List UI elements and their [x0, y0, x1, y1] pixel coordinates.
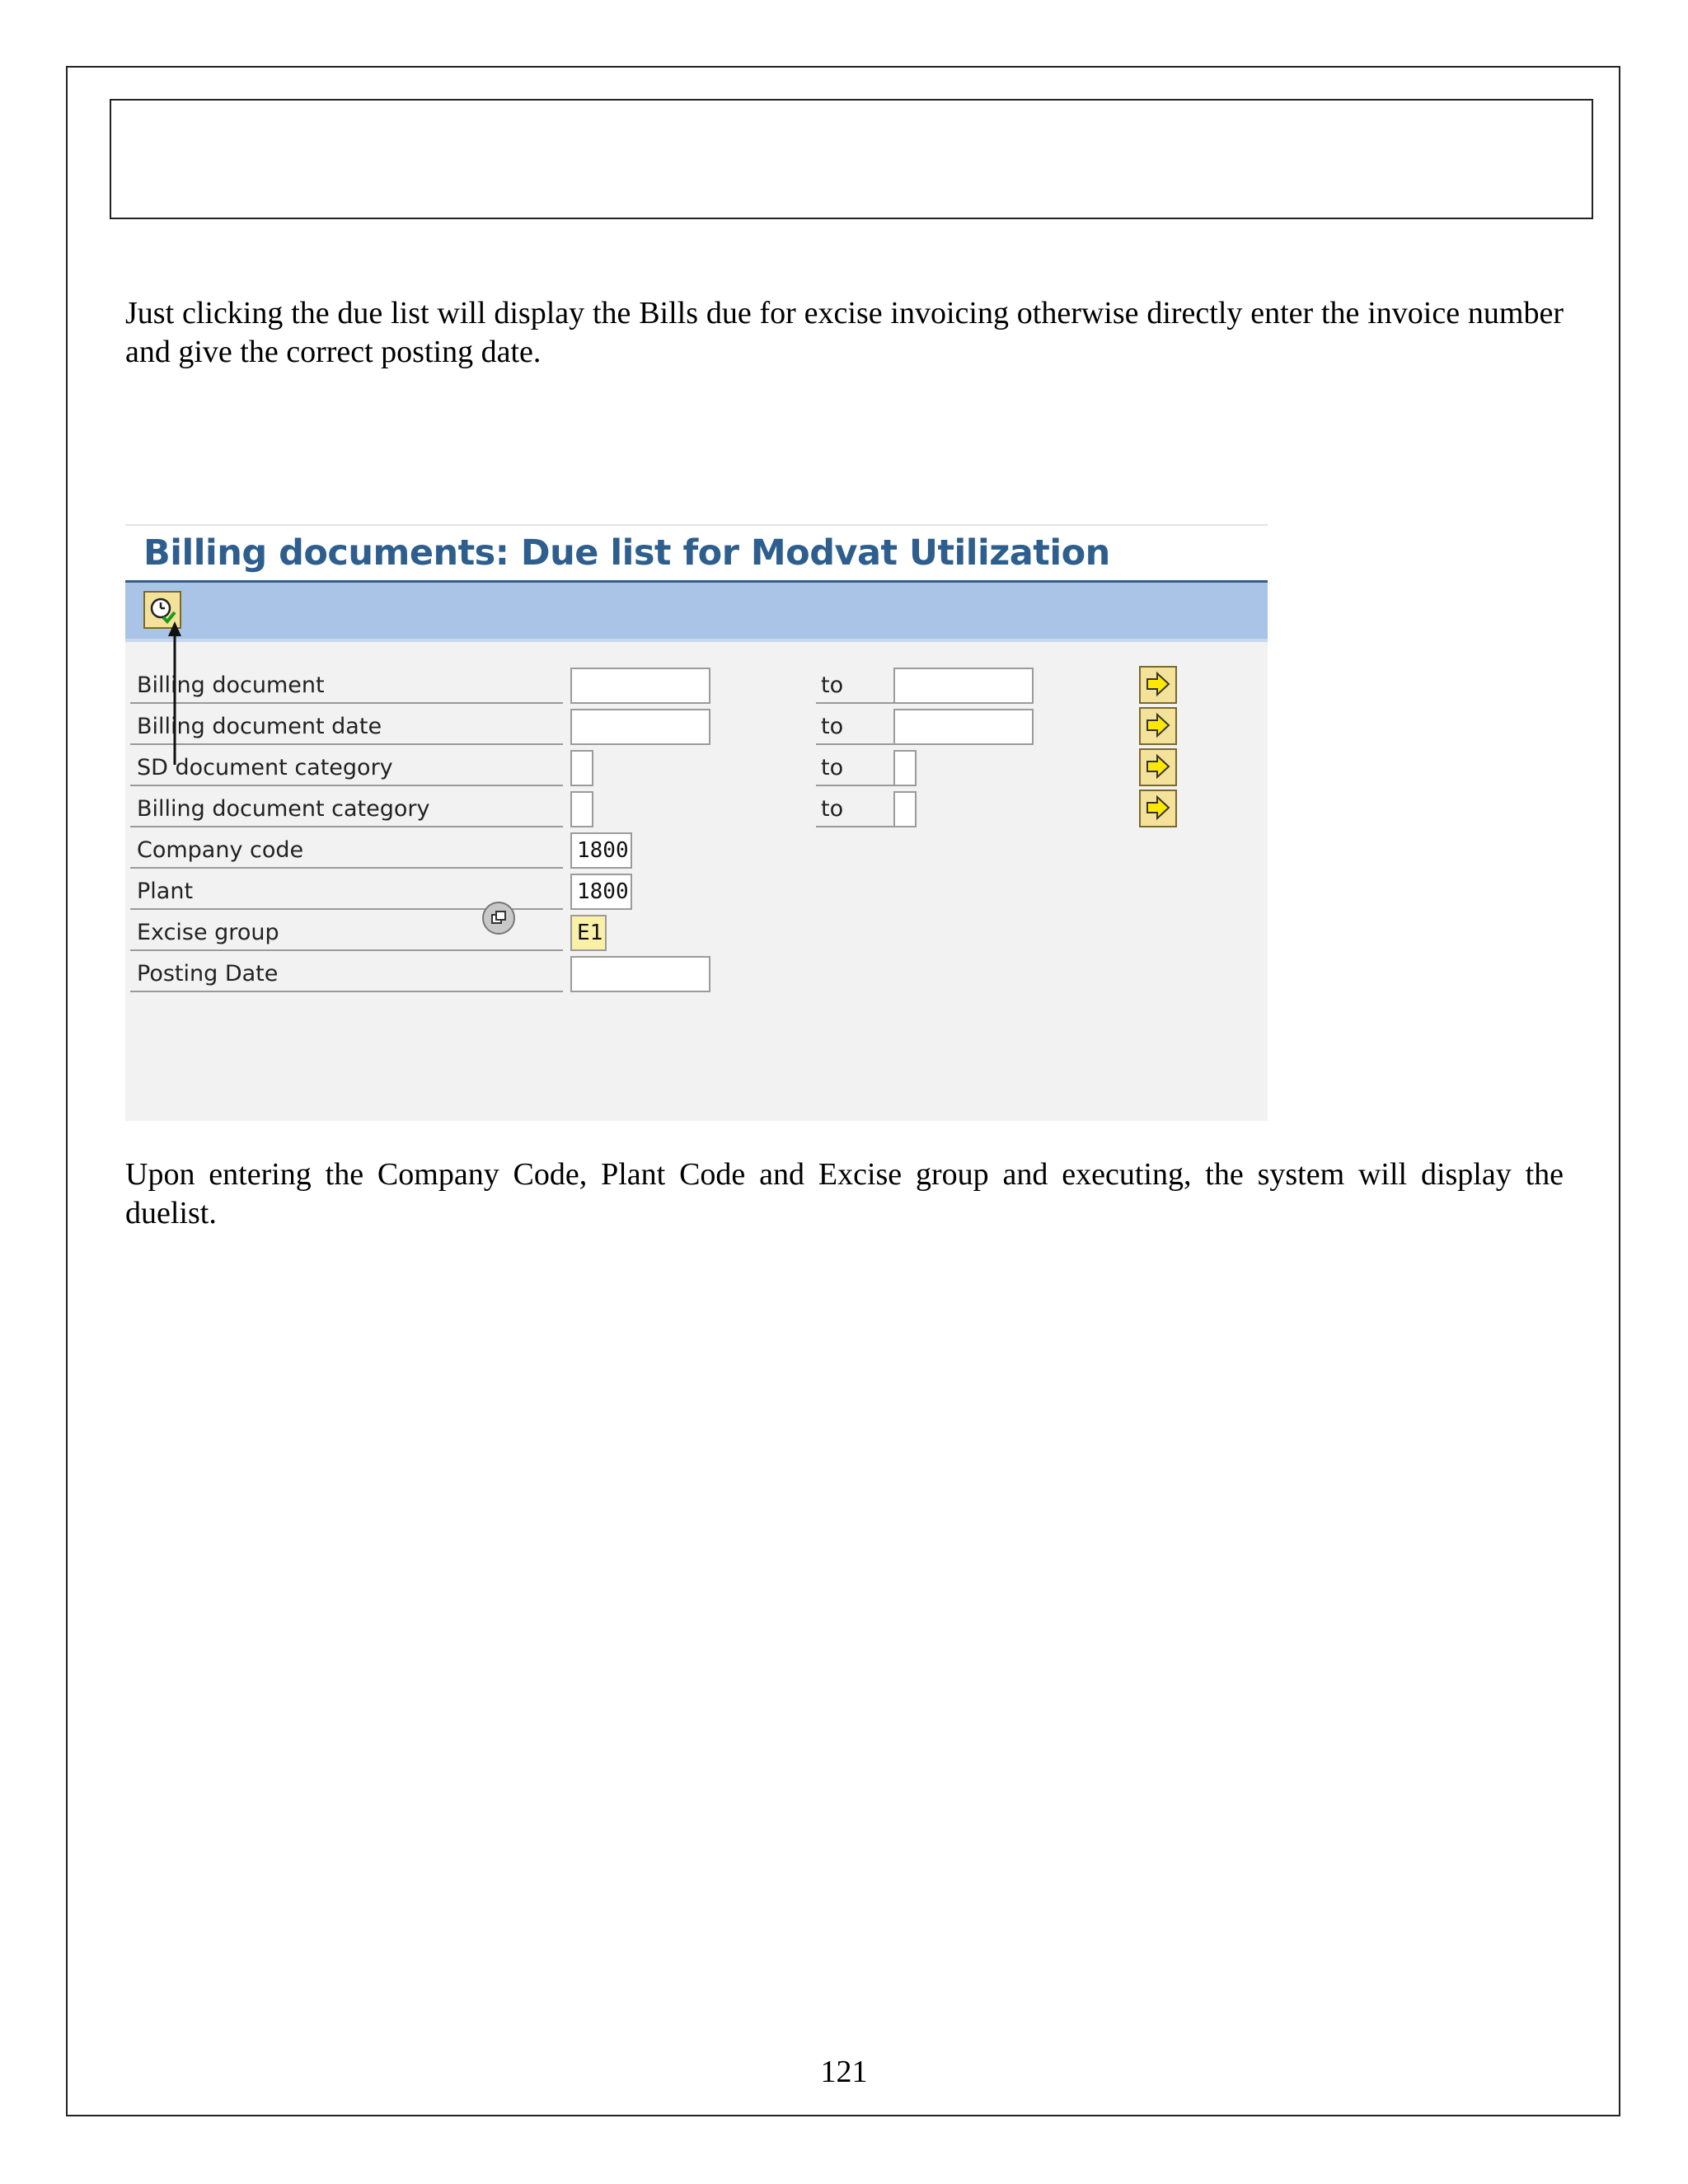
header-box	[110, 99, 1593, 219]
plant-input[interactable]: 1800	[570, 874, 632, 910]
page-number: 121	[820, 2055, 868, 2089]
billing-document-category-from-input[interactable]	[570, 791, 593, 827]
to-divider	[816, 785, 893, 786]
excise-group-label: Excise group	[137, 920, 279, 945]
row-divider	[130, 991, 563, 992]
billing-document-multiple-selection-button[interactable]	[1139, 666, 1177, 704]
billing-document-date-multiple-selection-button[interactable]	[1139, 707, 1177, 745]
yellow-arrow-right-icon	[1144, 671, 1172, 699]
application-toolbar	[125, 583, 1268, 639]
yellow-arrow-right-icon	[1144, 753, 1172, 781]
clock-check-icon	[148, 596, 176, 624]
sd-document-category-to-input[interactable]	[893, 750, 917, 786]
row-divider	[130, 785, 563, 786]
row-divider	[130, 826, 563, 827]
row-divider	[130, 867, 563, 869]
to-label: to	[821, 673, 844, 698]
row-divider	[130, 702, 563, 704]
sap-screen	[125, 524, 1268, 1121]
posting-date-input[interactable]	[570, 956, 710, 992]
sd-document-category-multiple-selection-button[interactable]	[1139, 748, 1177, 786]
row-divider	[130, 743, 563, 745]
posting-date-label: Posting Date	[137, 961, 279, 987]
billing-document-category-to-input[interactable]	[893, 791, 917, 827]
to-label: to	[821, 755, 844, 780]
sd-document-category-label: SD document category	[137, 755, 393, 780]
billing-document-label: Billing document	[137, 673, 325, 698]
plant-label: Plant	[137, 879, 194, 904]
billing-document-to-input[interactable]	[893, 668, 1034, 704]
to-divider	[816, 743, 893, 745]
screen-title: Billing documents: Due list for Modvat Utilization	[143, 532, 1110, 574]
billing-document-date-label: Billing document date	[137, 714, 382, 739]
yellow-arrow-right-icon	[1144, 794, 1172, 823]
yellow-arrow-right-icon	[1144, 712, 1172, 740]
sd-document-category-from-input[interactable]	[570, 750, 593, 786]
excise-group-search-help-button[interactable]	[482, 902, 515, 935]
excise-group-input[interactable]: E1	[570, 915, 607, 951]
to-divider	[816, 826, 893, 827]
row-divider	[130, 949, 563, 951]
execute-button[interactable]	[143, 591, 181, 629]
billing-document-from-input[interactable]	[570, 668, 710, 704]
title-area	[125, 526, 1268, 580]
billing-document-date-from-input[interactable]	[570, 709, 710, 745]
billing-document-category-multiple-selection-button[interactable]	[1139, 790, 1177, 827]
company-code-label: Company code	[137, 837, 304, 863]
search-help-icon	[488, 907, 509, 929]
toolbar-rule	[125, 639, 1268, 642]
company-code-input[interactable]: 1800	[570, 832, 632, 869]
to-label: to	[821, 796, 844, 822]
to-label: to	[821, 714, 844, 739]
closing-paragraph: Upon entering the Company Code, Plant Code and Excise group and executing, the system will display the duelist.	[125, 1157, 1564, 1230]
billing-document-date-to-input[interactable]	[893, 709, 1034, 745]
to-divider	[816, 702, 893, 704]
intro-paragraph: Just clicking the due list will display the Bills due for excise invoicing otherwise directly enter the invoice number and give the correct posting date.	[125, 296, 1564, 369]
billing-document-category-label: Billing document category	[137, 796, 430, 822]
